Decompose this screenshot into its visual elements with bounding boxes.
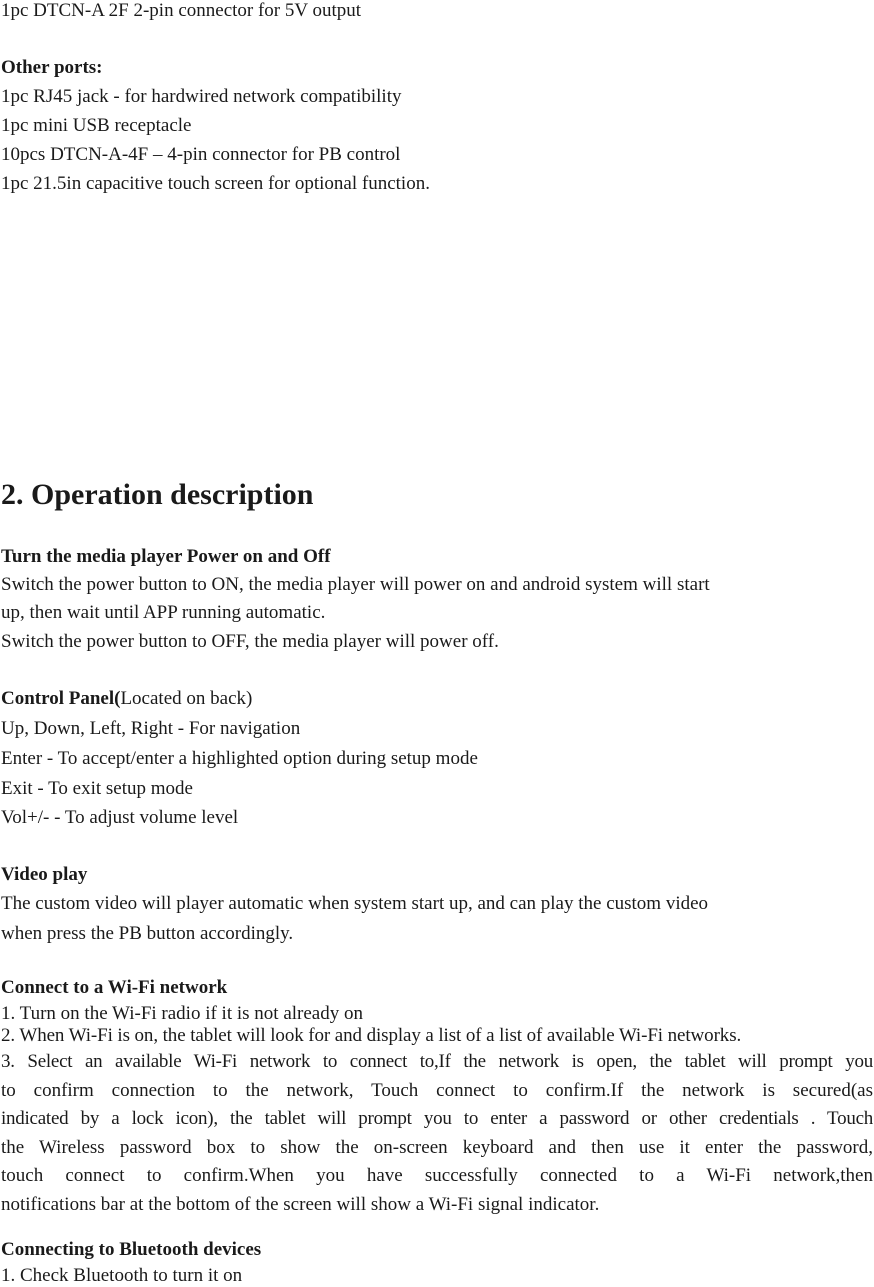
wifi-step-3-line-4: the Wireless password box to show the on-screen keyboard and then use it enter the password, [1,1136,873,1158]
control-item-volume: Vol+/- - To adjust volume level [1,807,239,828]
wifi-step-3-line-6: notifications bar at the bottom of the screen will show a Wi-Fi signal indicator. [1,1193,600,1215]
bluetooth-heading: Connecting to Bluetooth devices [1,1239,262,1260]
wifi-step-3-line-2: to confirm connection to the network, Touch connect to confirm.If the network is secured(as [1,1079,873,1101]
control-item-exit: Exit - To exit setup mode [1,778,193,799]
bluetooth-step-1: 1. Check Bluetooth to turn it on [1,1265,243,1286]
video-line-2: when press the PB button accordingly. [1,923,294,944]
wifi-step-3-line-3: indicated by a lock icon), the tablet will prompt you to enter a password or other credentials . Touch [1,1108,873,1129]
port-item-usb: 1pc mini USB receptacle [1,115,192,136]
wifi-heading: Connect to a Wi-Fi network [1,977,228,998]
port-item-pb-connector: 10pcs DTCN-A-4F – 4-pin connector for PB control [1,144,401,165]
control-panel-heading-row [1,688,252,710]
connector-line: 1pc DTCN-A 2F 2-pin connector for 5V output [1,0,362,21]
section-title: 2. Operation description [1,478,314,511]
control-item-navigation: Up, Down, Left, Right - For navigation [1,718,301,739]
wifi-step-3-line-5: touch connect to confirm.When you have successfully connected to a Wi-Fi network,then [1,1165,873,1186]
port-item-rj45: 1pc RJ45 jack - for hardwired network compatibility [1,86,402,107]
wifi-step-2: 2. When Wi-Fi is on, the tablet will look for and display a list of a list of available Wi-Fi networks. [1,1025,742,1046]
power-heading: Turn the media player Power on and Off [1,546,331,567]
video-heading: Video play [1,864,88,885]
video-line-1: The custom video will player automatic when system start up, and can play the custom video [1,893,709,914]
wifi-step-3-line-1: 3. Select an available Wi-Fi network to connect to,If the network is open, the tablet will prompt you [1,1051,873,1072]
control-panel-heading: Control Panel( [1,688,121,709]
power-line-1: Switch the power button to ON, the media player will power on and android system will start [1,574,710,595]
power-line-3: Switch the power button to OFF, the media player will power off. [1,631,499,652]
wifi-step-1: 1. Turn on the Wi-Fi radio if it is not already on [1,1003,363,1024]
power-line-2: up, then wait until APP running automatic. [1,602,326,623]
control-panel-heading-note: Located on back) [120,688,253,709]
other-ports-heading: Other ports: [1,57,103,78]
control-item-enter: Enter - To accept/enter a highlighted option during setup mode [1,748,478,769]
port-item-touch-screen: 1pc 21.5in capacitive touch screen for optional function. [1,173,430,194]
wifi-step-3 [1,1048,873,1219]
